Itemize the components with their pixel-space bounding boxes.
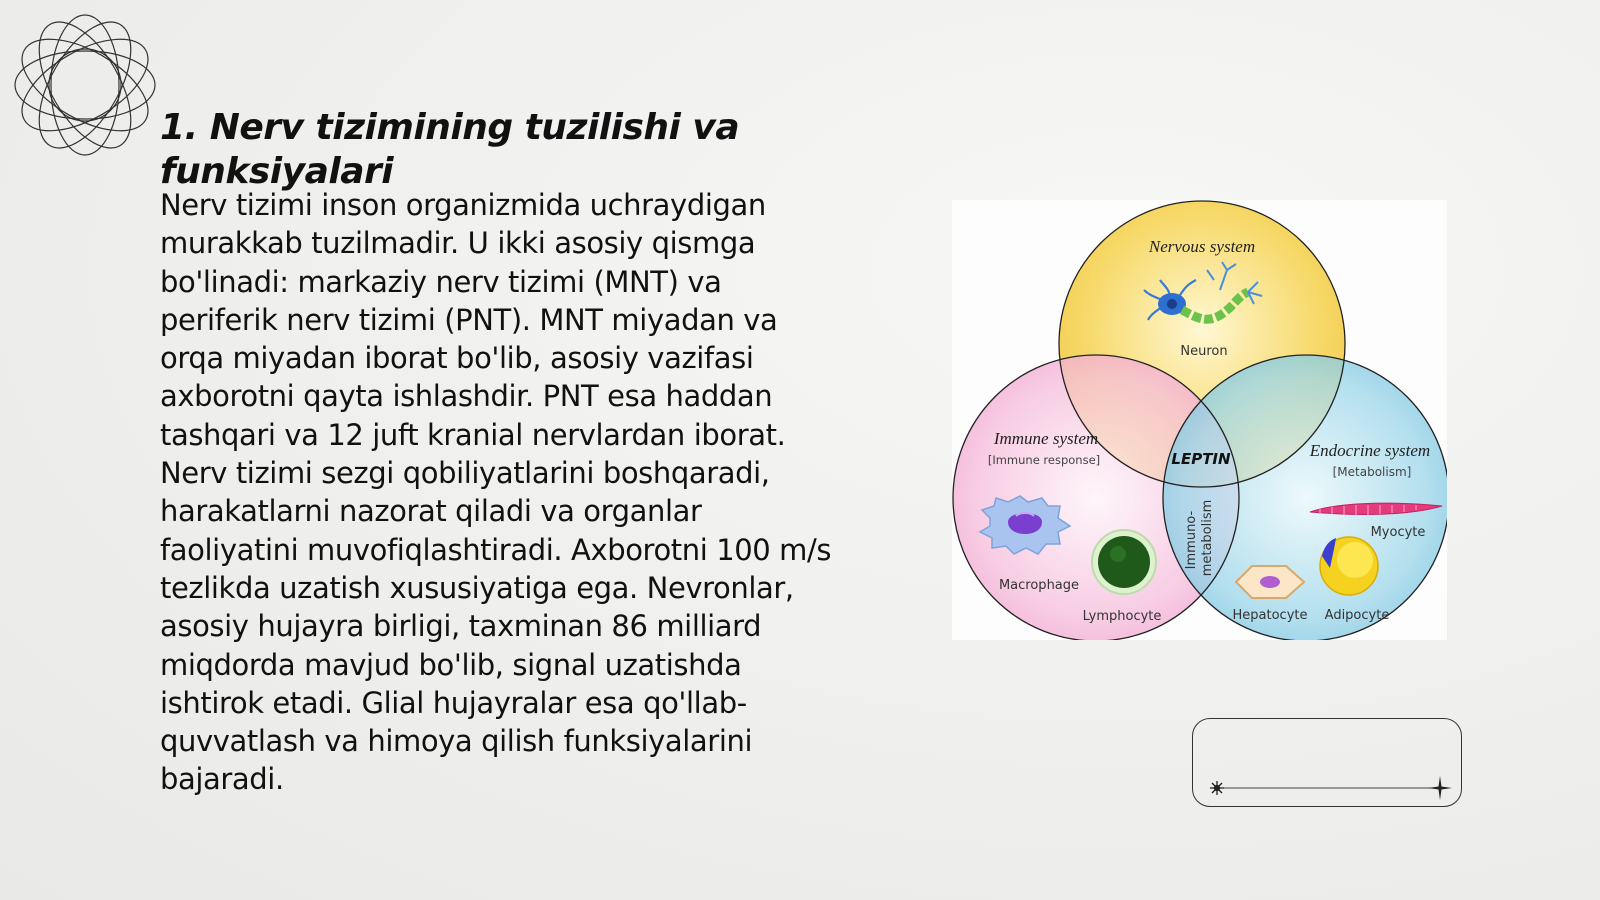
lymphocyte-label: Lymphocyte [1082, 609, 1162, 624]
slide-body-text: Nerv tizimi inson organizmida uchraydigan murakkab tuzilmadir. U ikki asosiy qismga bo'linadi: markaziy nerv tizimi (MNT) va periferik nerv tizimi (PNT). MNT miyadan va orqa miyadan iborat bo'lib, asosiy vazifasi axborotni qayta ishlashdir. PNT esa haddan tashqari va 12 juft kranial nervlardan iborat. Nerv tizimi sezgi qobiliyatlarini boshqaradi, harakatlarni nazorat qiladi va organlar faoliyatini muvofiqlashtiradi. Axborotni 100 m/s tezlikda uzatish xususiyatiga ega. Nevronlar, asosiy hujayra birligi, taxminan 86 milliard miqdorda mavjud bo'lib, signal uzatishda ishtirok etadi. Glial hujayralar esa qo'llab-quvvatlash va himoya qilish funksiyalarini bajaradi. [160, 188, 832, 797]
myocyte-label: Myocyte [1370, 525, 1426, 540]
nervous-title: Nervous system [1148, 237, 1256, 256]
orbit-rings-icon [10, 10, 160, 160]
endocrine-subtitle: [Metabolism] [1332, 465, 1412, 479]
slide-title: 1. Nerv tizimining tuzilishi va funksiyalari [160, 107, 740, 192]
lymphocyte-icon [1092, 530, 1156, 594]
decorative-frame [1192, 718, 1462, 807]
immunometabolism-label: Immuno- metabolism [1184, 499, 1215, 577]
macrophage-label: Macrophage [998, 578, 1080, 593]
adipocyte-label: Adipocyte [1324, 608, 1390, 623]
endocrine-circle [1163, 355, 1447, 640]
neuron-label: Neuron [1180, 344, 1228, 359]
leptin-label: LEPTIN [1171, 450, 1231, 468]
sparkle-icon [1210, 781, 1224, 795]
adipocyte-icon [1320, 537, 1378, 595]
cross-star-icon [1428, 776, 1452, 800]
hepatocyte-label: Hepatocyte [1232, 608, 1308, 623]
endocrine-title: Endocrine system [1309, 441, 1431, 460]
immune-title: Immune system [993, 429, 1099, 448]
immune-subtitle: [Immune response] [987, 453, 1101, 467]
venn-diagram [952, 200, 1447, 640]
